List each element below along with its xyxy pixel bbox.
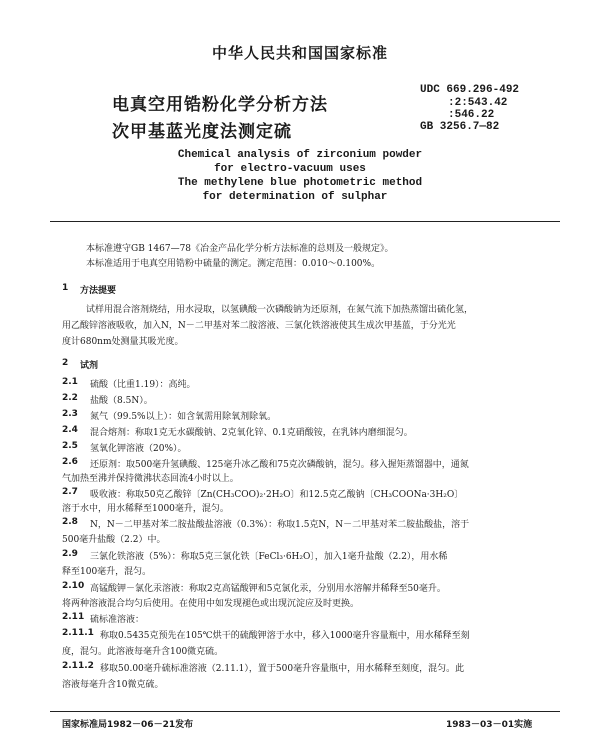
header-divider [50, 221, 560, 222]
intro-line-2: 本标准适用于电真空用锆粉中硫量的测定。测定范围：0.010～0.100%。 [86, 259, 381, 269]
standard-org-header: 中华人民共和国国家标准 [211, 44, 388, 62]
item-text-continued: 度，混匀。此溶液每毫升含100微克硫。 [62, 647, 224, 657]
title-english-line-1: Chemical analysis of zirconium powder [177, 149, 423, 161]
item-number: 2.5 [62, 441, 78, 451]
effective-date: 1983－03－01实施 [446, 720, 533, 730]
item-text: N，N－二甲基对苯二胺盐酸盐溶液（0.3%）：称取1.5克N，N－二甲基对苯二胺盐酸盐，溶于 [90, 520, 470, 530]
item-text: 三氯化铁溶液（5%）：称取5克三氯化铁〔FeCl₃·6H₂O〕，加入1毫升盐酸（2.2），用水稀 [90, 552, 448, 562]
section-1-number: 1 [62, 283, 69, 293]
item-text-continued: 气加热至沸并保持微沸状态回流4小时以上。 [62, 474, 239, 484]
item-text: 硫酸（比重1.19）：高纯。 [90, 380, 196, 390]
item-number: 2.11.2 [62, 661, 94, 671]
item-text: 高锰酸钾－氯化汞溶液：称取2克高锰酸钾和5克氯化汞，分别用水溶解并稀释至50毫升。 [90, 584, 446, 594]
section-1-text-line-2: 用乙酸锌溶液吸收，加入N，N－二甲基对苯二胺溶液、三氯化铁溶液使其生成次甲基蓝，于分光光 [62, 321, 456, 331]
item-number: 2.3 [62, 409, 78, 419]
udc-code-line-1: UDC 669.296-492 [420, 84, 520, 96]
footer-divider [50, 711, 560, 712]
item-text: 盐酸（8.5N）。 [90, 396, 153, 406]
section-1-text-line-1: 试样用混合溶剂烧结，用水浸取，以氢碘酸一次磷酸钠为还原剂，在氮气流下加热蒸馏出硫化氢， [86, 305, 474, 315]
item-text: 吸收液：称取50克乙酸锌〔Zn(CH₃COO)₂·2H₂O〕和12.5克乙酸钠〔CH₃COONa·3H₂O〕 [90, 490, 464, 500]
item-number: 2.11.1 [62, 628, 94, 638]
title-english-line-3: The methylene blue photometric method [177, 177, 423, 189]
title-english-line-4: for determination of sulphar [202, 191, 388, 203]
item-text-continued: 500毫升盐酸（2.2）中。 [62, 535, 166, 545]
issue-date: 国家标准局1982－06－21发布 [62, 720, 194, 730]
item-text-continued: 释至100毫升，混匀。 [62, 567, 152, 577]
item-number: 2.2 [62, 393, 78, 403]
item-text: 硫标准溶液： [90, 615, 145, 625]
title-chinese-line-2: 次甲基蓝光度法测定硫 [112, 122, 292, 142]
item-text-continued: 将两种溶液混合均匀后使用。在使用中如发现褪色或出现沉淀应及时更换。 [62, 599, 360, 609]
title-chinese-line-1: 电真空用锆粉化学分析方法 [112, 95, 328, 115]
item-number: 2.4 [62, 425, 78, 435]
section-1-text-line-3: 度计680nm处测量其吸光度。 [62, 337, 184, 347]
item-text-continued: 溶液每毫升含10微克硫。 [62, 680, 164, 690]
section-2-title: 试剂 [80, 361, 99, 371]
item-number: 2.11 [62, 612, 85, 622]
title-english-line-2: for electro-vacuum uses [214, 163, 366, 175]
section-2-number: 2 [62, 358, 69, 368]
item-text: 混合熔剂：称取1克无水碳酸钠、2克氧化锌、0.1克硝酸铵，在乳钵内磨细混匀。 [90, 428, 413, 438]
section-1-title: 方法提要 [80, 286, 117, 296]
item-text-continued: 溶于水中，用水稀释至1000毫升，混匀。 [62, 504, 229, 514]
item-text: 称取0.5435克预先在105℃烘干的硫酸钾溶于水中，移入1000毫升容量瓶中，用水稀释至刻 [100, 631, 470, 641]
item-text: 移取50.00毫升硫标准溶液（2.11.1），置于500毫升容量瓶中，用水稀释至刻度，混匀。此 [100, 664, 465, 674]
item-number: 2.7 [62, 487, 78, 497]
udc-code-line-2: :2:543.42 [448, 97, 508, 109]
item-number: 2.10 [62, 581, 85, 591]
item-number: 2.6 [62, 457, 78, 467]
item-number: 2.1 [62, 377, 78, 387]
intro-line-1: 本标准遵守GB 1467—78《冶金产品化学分析方法标准的总则及一般规定》。 [86, 244, 394, 254]
item-number: 2.8 [62, 517, 78, 527]
item-text: 氢氧化钾溶液（20%）。 [90, 444, 187, 454]
item-text: 还原剂：取500毫升氢碘酸、125毫升冰乙酸和75克次磷酸钠，混匀。移入握矩蒸馏器中，通氮 [90, 460, 469, 470]
gb-standard-code: GB 3256.7—82 [420, 121, 500, 133]
item-text: 氮气（99.5%以上）：如含氧需用除氧剂除氧。 [90, 412, 277, 422]
item-number: 2.9 [62, 549, 78, 559]
udc-code-line-3: :546.22 [448, 109, 495, 121]
